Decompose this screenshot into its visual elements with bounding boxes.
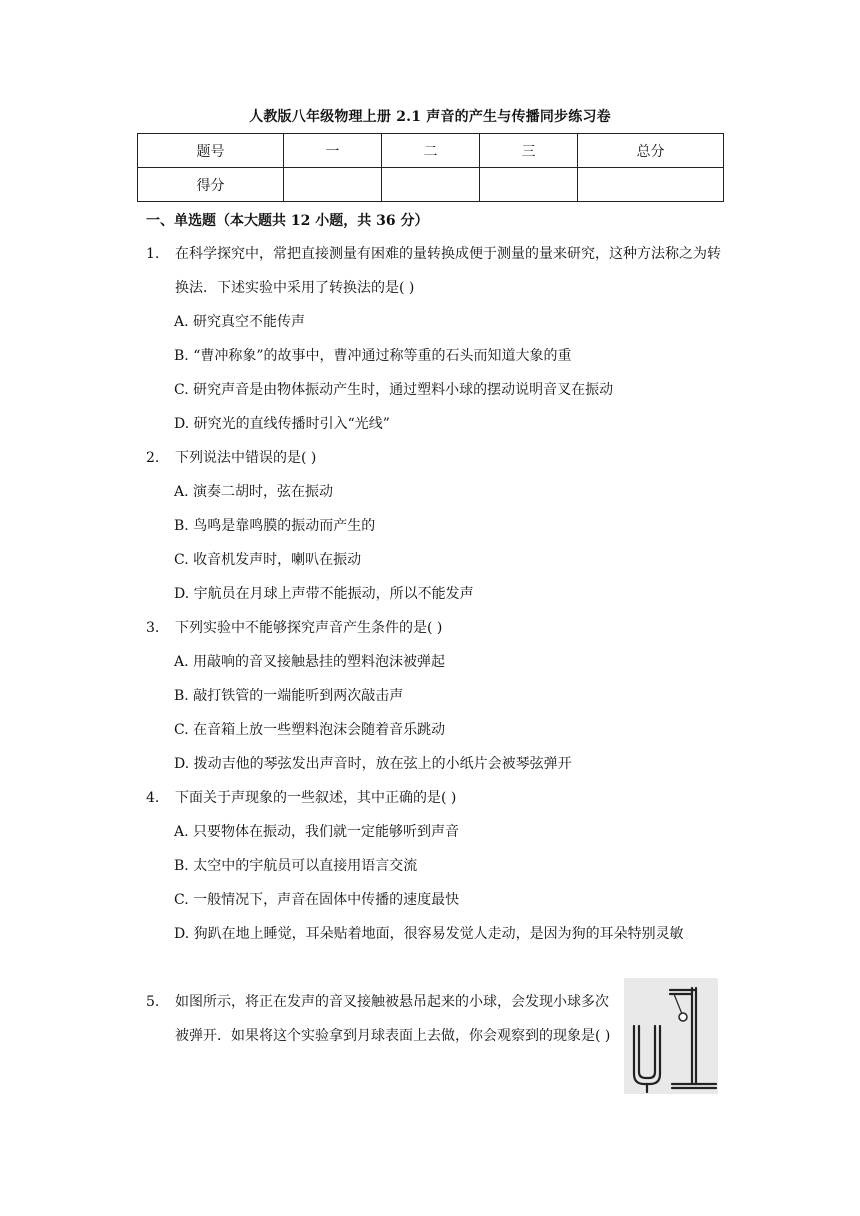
score-header-cell: 三 xyxy=(480,134,578,168)
question-2-option-d[interactable]: D. 宇航员在月球上声带不能振动，所以不能发声 xyxy=(174,586,474,602)
question-3-option-d[interactable]: D. 拨动吉他的琴弦发出声音时，放在弦上的小纸片会被琴弦弹开 xyxy=(174,756,572,772)
question-1-option-d[interactable]: D. 研究光的直线传播时引入“光线” xyxy=(174,416,390,432)
score-cell xyxy=(480,168,578,202)
tuning-fork-figure xyxy=(624,978,718,1094)
question-4-option-d[interactable]: D. 狗趴在地上睡觉，耳朵贴着地面，很容易发觉人走动，是因为狗的耳朵特别灵敏 xyxy=(174,926,684,942)
question-4-option-c[interactable]: C. 一般情况下，声音在固体中传播的速度最快 xyxy=(174,892,460,908)
question-text: 下列说法中错误的是( ) xyxy=(175,450,317,466)
question-2-option-b[interactable]: B. 鸟鸣是靠鸣膜的振动而产生的 xyxy=(174,518,376,534)
question-1-option-c[interactable]: C. 研究声音是由物体振动产生时，通过塑料小球的摆动说明音叉在振动 xyxy=(174,382,614,398)
question-number: 1. xyxy=(146,246,160,262)
score-header-cell: 总分 xyxy=(578,134,724,168)
score-header-cell: 题号 xyxy=(138,134,284,168)
score-header-cell: 二 xyxy=(382,134,480,168)
score-table-score-row xyxy=(138,168,724,202)
question-number: 5. xyxy=(146,994,160,1010)
score-table-header-row xyxy=(138,134,724,168)
question-2-option-c[interactable]: C. 收音机发声时，喇叭在振动 xyxy=(174,552,362,568)
question-4-option-a[interactable]: A. 只要物体在振动，我们就一定能够听到声音 xyxy=(174,824,460,840)
question-3-option-b[interactable]: B. 敲打铁管的一端能听到两次敲击声 xyxy=(174,688,404,704)
question-3-option-a[interactable]: A. 用敲响的音叉接触悬挂的塑料泡沫被弹起 xyxy=(174,654,446,670)
question-number: 2. xyxy=(146,450,160,466)
score-cell xyxy=(284,168,382,202)
score-row-label: 得分 xyxy=(138,168,284,202)
question-text: 下列实验中不能够探究声音产生条件的是( ) xyxy=(175,620,443,636)
score-cell xyxy=(578,168,724,202)
score-header-cell: 一 xyxy=(284,134,382,168)
question-1-option-b[interactable]: B. “曹冲称象”的故事中，曹冲通过称等重的石头而知道大象的重 xyxy=(174,348,572,364)
question-2-option-a[interactable]: A. 演奏二胡时，弦在振动 xyxy=(174,484,334,500)
question-3-option-c[interactable]: C. 在音箱上放一些塑料泡沫会随着音乐跳动 xyxy=(174,722,446,738)
page-title: 人教版八年级物理上册 2.1 声音的产生与传播同步练习卷 xyxy=(249,109,611,125)
question-number: 3. xyxy=(146,620,160,636)
score-table xyxy=(137,133,724,202)
question-text: 如图所示，将正在发声的音叉接触被悬吊起来的小球，会发现小球多次被弹开．如果将这个实验拿到月球表面上去做，你会观察到的现象是( ) xyxy=(175,994,611,1044)
question-1-option-a[interactable]: A. 研究真空不能传声 xyxy=(174,314,306,330)
section-heading: 一、单选题（本大题共 12 小题，共 36 分） xyxy=(146,213,429,229)
question-text: 在科学探究中，常把直接测量有困难的量转换成便于测量的量来研究，这种方法称之为转换法．下述实验中采用了转换法的是( ) xyxy=(175,246,721,296)
question-number: 4. xyxy=(146,790,160,806)
question-text: 下面关于声现象的一些叙述，其中正确的是( ) xyxy=(175,790,457,806)
score-cell xyxy=(382,168,480,202)
question-4-option-b[interactable]: B. 太空中的宇航员可以直接用语言交流 xyxy=(174,858,418,874)
